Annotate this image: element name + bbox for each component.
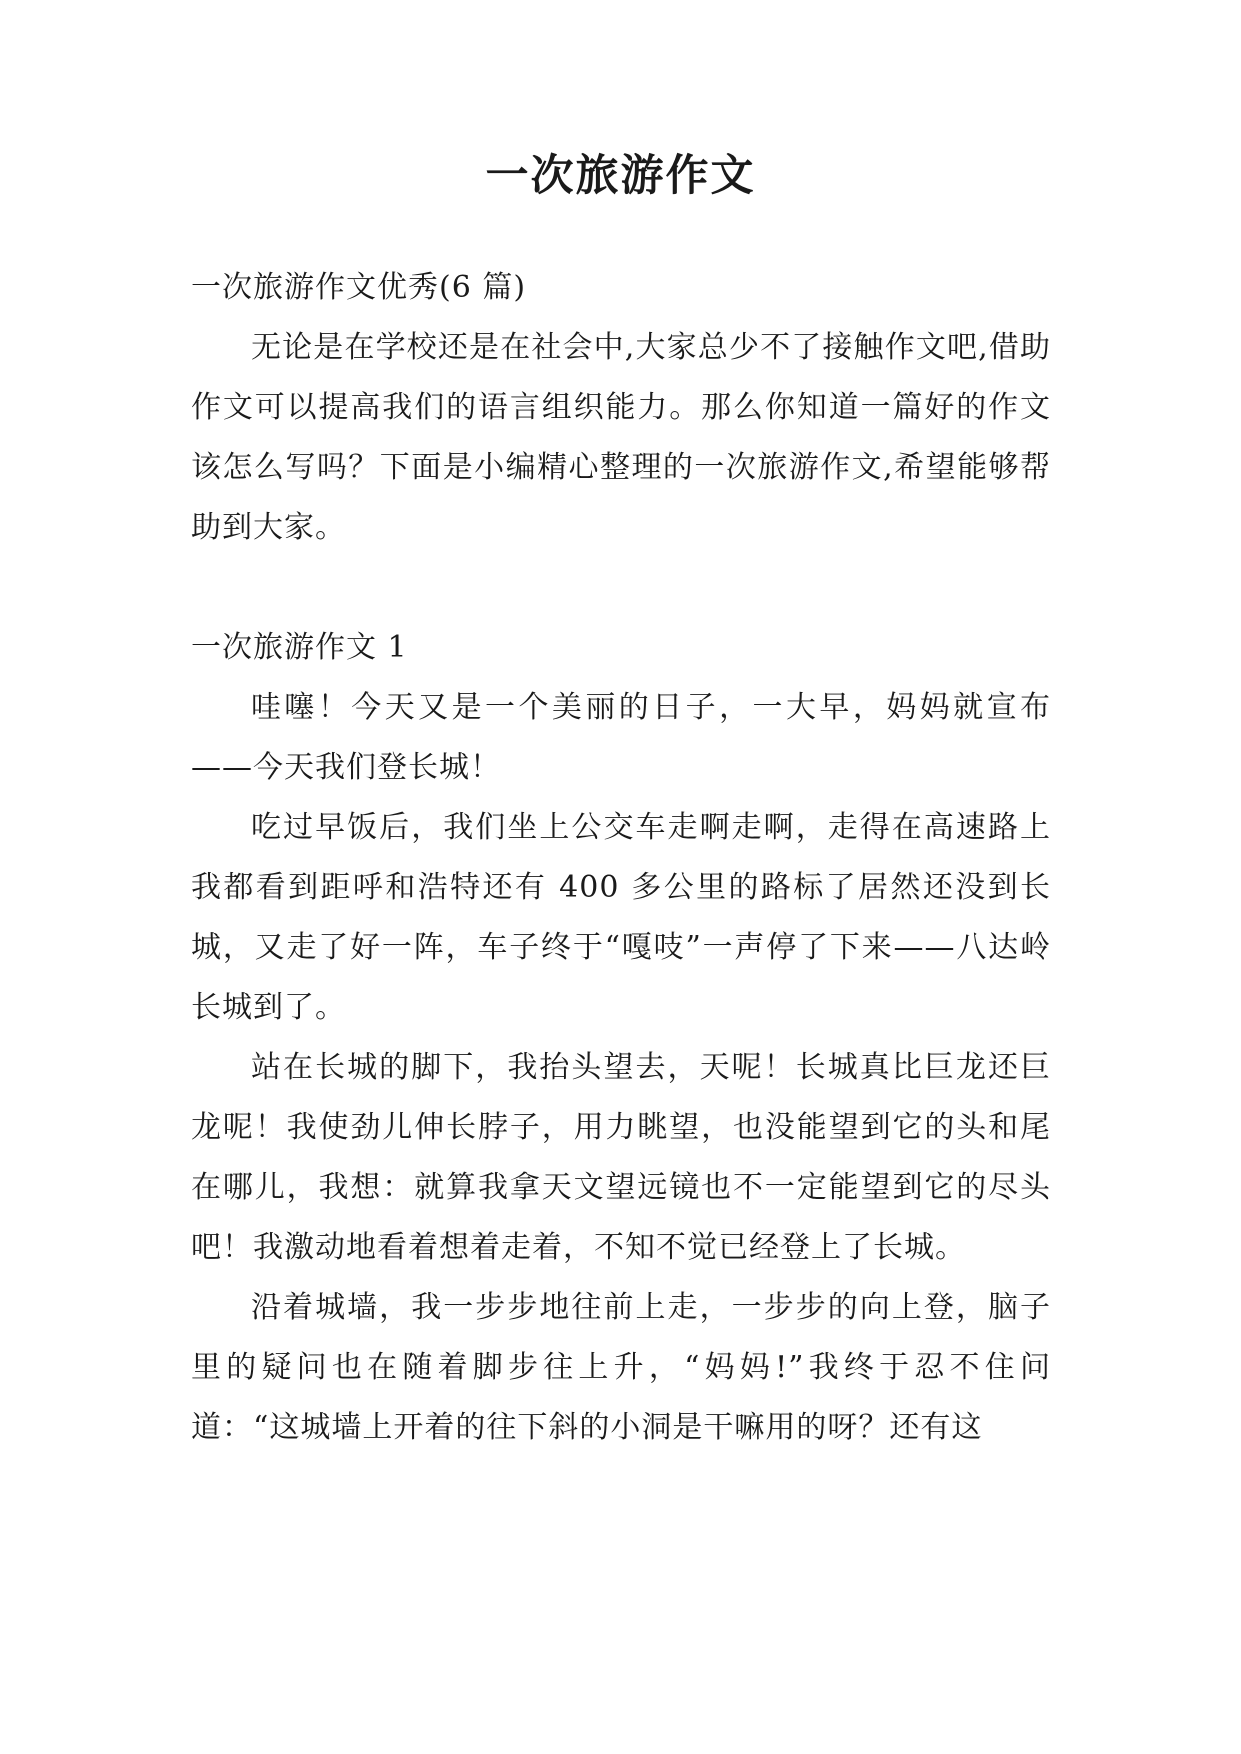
body-paragraph: 吃过早饭后，我们坐上公交车走啊走啊，走得在高速路上我都看到距呼和浩特还有 400 多公里的路标了居然还没到长城，又走了好一阵，车子终于“嘎吱”一声停了下来——八达岭长城到了。 xyxy=(191,810,1051,1025)
document-subtitle: 一次旅游作文优秀(6 篇) xyxy=(191,270,527,305)
document-body xyxy=(191,258,1051,1458)
body-paragraph: 沿着城墙，我一步步地往前上走，一步步的向上登，脑子里的疑问也在随着脚步往上升，“妈妈!”我终于忍不住问道：“这城墙上开着的往下斜的小洞是干嘛用的呀？还有这 xyxy=(191,1290,1051,1445)
body-paragraph: 哇噻！今天又是一个美丽的日子，一大早，妈妈就宣布——今天我们登长城！ xyxy=(191,690,1051,785)
document-title: 一次旅游作文 xyxy=(485,151,756,201)
body-paragraph: 站在长城的脚下，我抬头望去，天呢！长城真比巨龙还巨龙呢！我使劲儿伸长脖子，用力眺望，也没能望到它的头和尾在哪儿，我想：就算我拿天文望远镜也不一定能望到它的尽头吧！我激动地看着想着走着，不知不觉已经登上了长城。 xyxy=(191,1050,1051,1265)
intro-paragraph: 无论是在学校还是在社会中,大家总少不了接触作文吧,借助作文可以提高我们的语言组织能力。那么你知道一篇好的作文该怎么写吗？下面是小编精心整理的一次旅游作文,希望能够帮助到大家。 xyxy=(191,330,1051,545)
section-heading: 一次旅游作文 1 xyxy=(191,630,408,665)
